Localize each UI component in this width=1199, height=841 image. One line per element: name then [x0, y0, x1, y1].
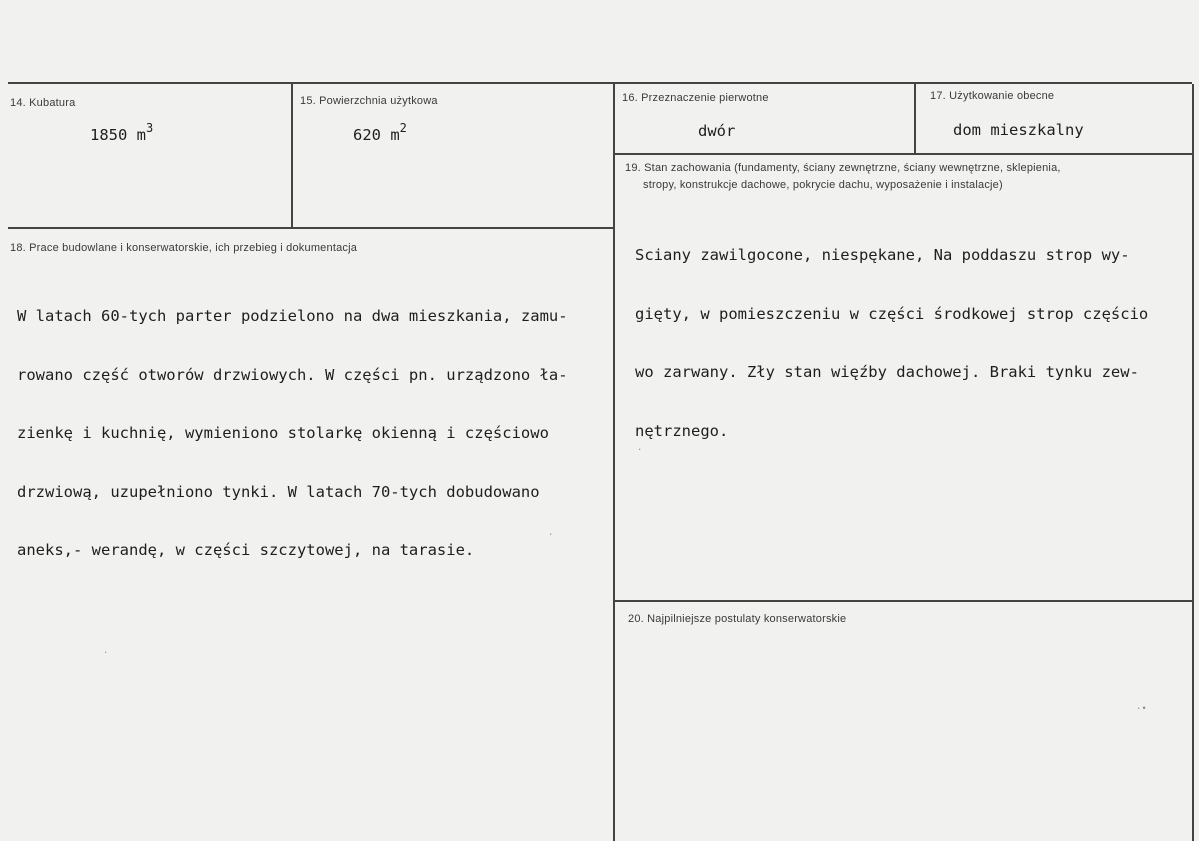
right-border [1192, 84, 1194, 841]
stan-line: nętrznego. [635, 421, 729, 440]
prace-text [17, 268, 568, 600]
stan-zachowania-text [635, 207, 1148, 480]
section19-bottom-rule [614, 600, 1192, 602]
prace-line: zienkę i kuchnię, wymieniono stolarkę okienną i częściowo [17, 424, 549, 442]
uzytkowanie-value: dom mieszkalny [953, 121, 1084, 139]
prace-line: drzwiową, uzupełniono tynki. W latach 70-tych dobudowano [17, 482, 540, 501]
postulaty-label: 20. Najpilniejsze postulaty konserwatorskie [628, 613, 847, 625]
stan-line: wo zarwany. Zły stan więźby dachowej. Braki tynku zew- [635, 363, 1139, 381]
kubatura-number: 1850 m [90, 126, 146, 145]
stan-line: Sciany zawilgocone, niespękane, Na poddaszu strop wy- [635, 246, 1130, 264]
powierzchnia-value [353, 123, 407, 144]
kubatura-label: 14. Kubatura [10, 97, 76, 109]
paper-speck: · [103, 648, 109, 658]
prace-label: 18. Prace budowlane i konserwatorskie, ich przebieg i dokumentacja [10, 242, 358, 254]
stan-zachowania-label-line2: stropy, konstrukcje dachowe, pokrycie dachu, wyposażenie i instalacje) [643, 179, 1003, 191]
przeznaczenie-label: 16. Przeznaczenie pierwotne [622, 92, 769, 104]
row1-bottom-rule-left [8, 227, 614, 229]
powierzchnia-number: 620 m [353, 126, 400, 145]
przeznaczenie-value: dwór [698, 122, 736, 140]
powierzchnia-label: 15. Powierzchnia użytkowa [300, 95, 438, 107]
paper-speck: · [548, 530, 554, 540]
top-rule [8, 82, 1192, 84]
divider-16-17 [914, 84, 916, 154]
kubatura-exponent: 3 [146, 121, 154, 135]
prace-line: aneks,- werandę, w części szczytowej, na tarasie. [17, 541, 475, 559]
stan-zachowania-label-line1: 19. Stan zachowania (fundamenty, ściany zewnętrzne, ściany wewnętrzne, sklepienia, [625, 162, 1061, 174]
divider-14-15 [291, 84, 293, 228]
prace-line: W latach 60-tych parter podzielono na dwa mieszkania, zamu- [17, 307, 568, 325]
paper-speck: · [637, 445, 643, 455]
powierzchnia-exponent: 2 [399, 121, 407, 135]
row1-bottom-rule-right [614, 153, 1192, 155]
paper-speck: ·• [1136, 704, 1147, 714]
kubatura-value [90, 123, 153, 144]
stan-line: gięty, w pomieszczeniu w części środkowej strop częścio [635, 304, 1149, 323]
divider-left-right [613, 84, 615, 841]
stan-zachowania-label [625, 160, 1185, 194]
prace-line: rowano część otworów drzwiowych. W części pn. urządzono ła- [17, 365, 568, 384]
uzytkowanie-label: 17. Użytkowanie obecne [930, 90, 1055, 102]
